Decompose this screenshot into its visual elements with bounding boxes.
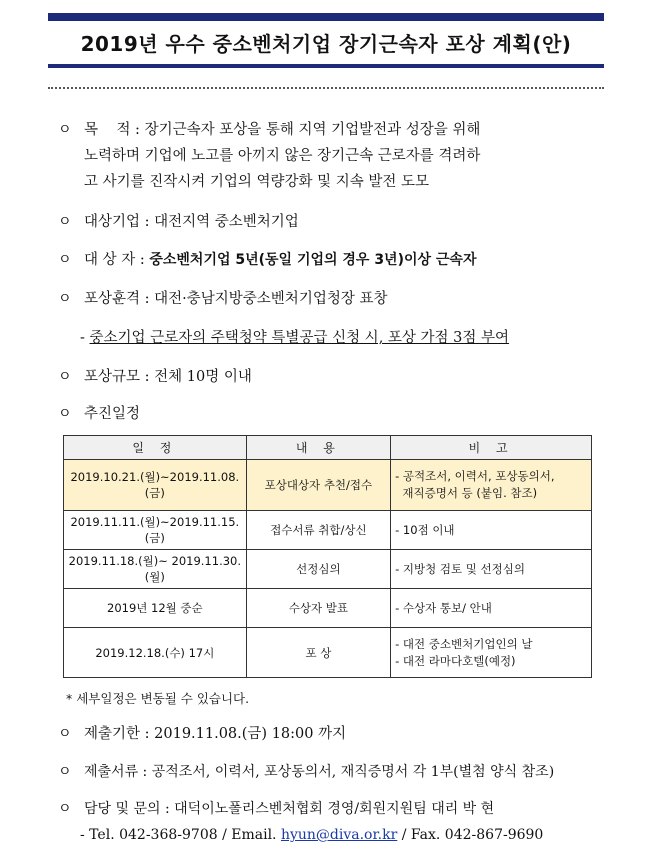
schedule-content: 수상자 발표 xyxy=(246,589,390,628)
bullet-icon: ㅇ xyxy=(58,764,72,780)
schedule-notes xyxy=(391,460,592,511)
bullet-icon: ㅇ xyxy=(58,801,72,817)
purpose-label: 목 적 : xyxy=(84,122,140,138)
schedule-notes xyxy=(391,550,592,589)
schedule-date: 2019.11.11.(월)~2019.11.15.(금) xyxy=(64,511,247,550)
schedule-note-line: - 10점 이내 xyxy=(395,522,455,537)
schedule-label: 추진일정 xyxy=(84,406,141,422)
document-title: 2019년 우수 중소벤처기업 장기근속자 포상 계획(안) xyxy=(80,32,572,56)
schedule-notes xyxy=(391,511,592,550)
target-company-value: 대전지역 중소벤처기업 xyxy=(154,214,299,230)
title-bottom-rule xyxy=(48,64,604,68)
deadline-value: 2019.11.08.(금) 18:00 까지 xyxy=(154,726,347,742)
bullet-icon: ㅇ xyxy=(58,214,72,230)
schedule-content: 접수서류 취합/상신 xyxy=(246,511,390,550)
scale-item xyxy=(58,365,252,389)
bullet-icon: ㅇ xyxy=(58,291,72,307)
schedule-content: 선정심의 xyxy=(246,550,390,589)
documents-item xyxy=(58,760,554,784)
schedule-note-line: - 수상자 통보/ 안내 xyxy=(395,600,492,615)
deadline-label: 제출기한 : xyxy=(84,726,150,742)
dotted-divider xyxy=(48,87,604,89)
contact-item xyxy=(58,797,494,821)
schedule-date: 2019.10.21.(월)~2019.11.08.(금) xyxy=(64,460,247,511)
target-company-label: 대상기업 : xyxy=(84,214,150,230)
scale-value: 전체 10명 이내 xyxy=(154,369,252,385)
schedule-row xyxy=(64,550,592,589)
contact-email-link[interactable]: hyun@diva.or.kr xyxy=(280,827,398,843)
schedule-date: 2019년 12월 중순 xyxy=(64,589,247,628)
schedule-table xyxy=(63,435,592,678)
schedule-note-line: - 대전 라마다호텔(예정) xyxy=(395,653,516,668)
schedule-header-row xyxy=(64,436,592,460)
schedule-header-notes: 비 고 xyxy=(391,436,592,460)
target-person-value: 중소벤처기업 5년(동일 기업의 경우 3년)이상 근속자 xyxy=(149,252,477,268)
target-person-label: 대 상 자 : xyxy=(84,252,145,268)
schedule-content: 포 상 xyxy=(246,628,390,678)
contact-line-2 xyxy=(80,823,543,847)
bullet-icon: ㅇ xyxy=(58,369,72,385)
schedule-notes xyxy=(391,628,592,678)
award-item xyxy=(58,287,387,311)
schedule-row xyxy=(64,460,592,511)
contact-tel: - Tel. 042-368-9708 / Email. xyxy=(80,827,277,843)
contact-value: 대덕이노폴리스벤처협회 경영/회원지원팀 대리 박 현 xyxy=(174,801,495,817)
scale-label: 포상규모 : xyxy=(84,369,150,385)
schedule-row xyxy=(64,628,592,678)
award-note-text: 중소기업 근로자의 주택청약 특별공급 신청 시, 포상 가점 3점 부여 xyxy=(89,330,510,346)
purpose-line-3: 고 사기를 진작시켜 기업의 역량강화 및 지속 발전 도모 xyxy=(84,174,430,190)
documents-label: 제출서류 : xyxy=(84,764,148,780)
bullet-icon: ㅇ xyxy=(58,252,72,268)
schedule-note-line: - 대전 중소벤처기업인의 날 xyxy=(395,636,533,651)
schedule-row xyxy=(64,589,592,628)
deadline-item xyxy=(58,722,346,746)
schedule-footnote: * 세부일정은 변동될 수 있습니다. xyxy=(66,691,250,706)
purpose-line-2: 노력하며 기업에 노고를 아끼지 않은 장기근속 근로자를 격려하 xyxy=(84,148,481,164)
award-note xyxy=(80,326,509,350)
schedule-content: 포상대상자 추천/접수 xyxy=(246,460,390,511)
award-label: 포상훈격 : xyxy=(84,291,150,307)
schedule-note-line: 재직증명서 등 (붙임. 참조) xyxy=(395,486,538,500)
schedule-header-content: 내 용 xyxy=(246,436,390,460)
schedule-notes xyxy=(391,589,592,628)
schedule-item xyxy=(58,402,140,426)
award-value: 대전·충남지방중소벤처기업청장 표창 xyxy=(154,291,388,307)
bullet-icon: ㅇ xyxy=(58,726,72,742)
bullet-icon: ㅇ xyxy=(58,122,72,138)
bullet-icon: ㅇ xyxy=(58,406,72,422)
schedule-header-date: 일 정 xyxy=(64,436,247,460)
contact-label: 담당 및 문의 : xyxy=(84,801,170,817)
schedule-row xyxy=(64,511,592,550)
award-note-dash: - xyxy=(80,330,85,346)
purpose-line-1: 장기근속자 포상을 통해 지역 기업발전과 성장을 위해 xyxy=(144,122,481,138)
title-top-rule xyxy=(48,13,604,21)
contact-fax: / Fax. 042-867-9690 xyxy=(401,827,544,843)
schedule-date: 2019.12.18.(수) 17시 xyxy=(64,628,247,678)
target-company-item xyxy=(58,210,299,234)
schedule-note-line: - 공적조서, 이력서, 포상동의서, xyxy=(395,469,555,483)
schedule-date: 2019.11.18.(월)~ 2019.11.30.(월) xyxy=(64,550,247,589)
purpose-item xyxy=(58,118,480,142)
schedule-note-line: - 지방청 검토 및 선정심의 xyxy=(395,561,525,576)
documents-value: 공적조서, 이력서, 포상동의서, 재직증명서 각 1부(별첨 양식 참조) xyxy=(151,764,555,780)
target-person-item xyxy=(58,248,476,272)
